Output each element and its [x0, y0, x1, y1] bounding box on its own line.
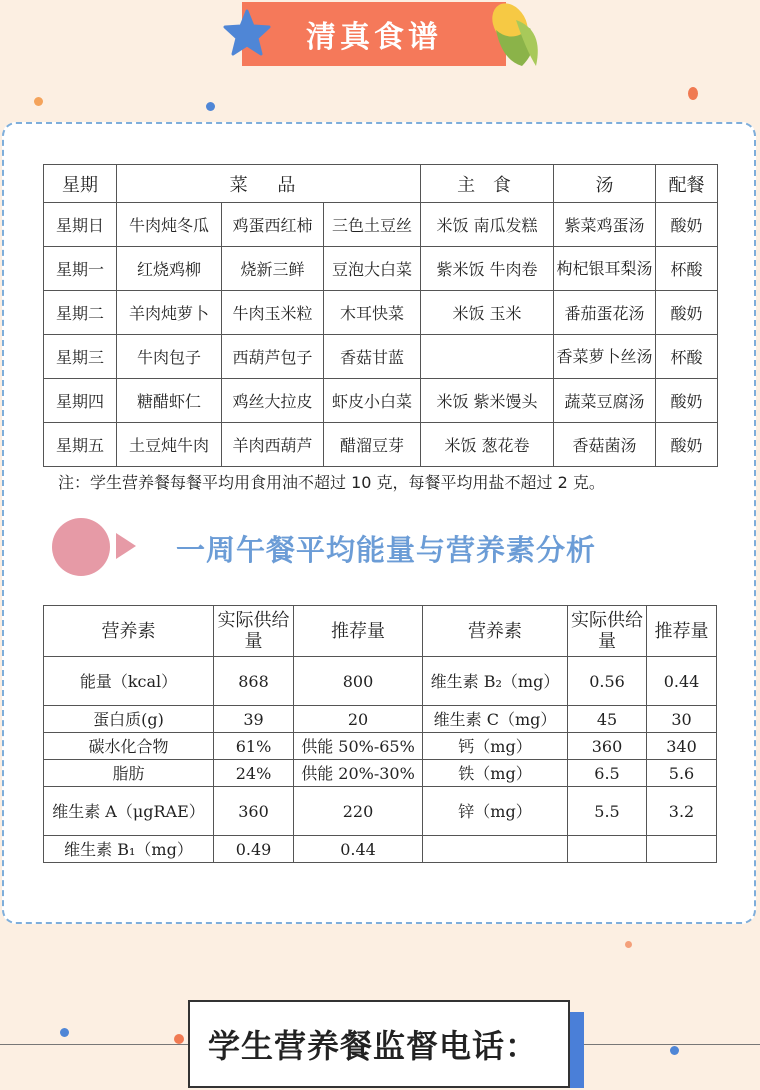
soup-cell: 番茄蛋花汤 — [554, 291, 656, 335]
side-cell: 酸奶 — [656, 423, 718, 467]
soup-cell: 香菇菌汤 — [554, 423, 656, 467]
side-cell: 酸奶 — [656, 379, 718, 423]
header-day: 星期 — [44, 165, 117, 203]
header-dishes: 菜 品 — [117, 165, 421, 203]
value-cell: 360 — [214, 787, 294, 836]
table-row — [44, 247, 718, 291]
table-row — [44, 379, 718, 423]
menu-table — [43, 164, 718, 467]
table-row — [44, 335, 718, 379]
value-cell: 868 — [214, 657, 294, 706]
section-arrow-icon — [116, 533, 136, 559]
value-cell: 0.44 — [294, 836, 423, 863]
staple-cell: 米饭 紫米馒头 — [421, 379, 554, 423]
page-title: 清真食谱 — [242, 2, 506, 66]
day-cell: 星期四 — [44, 379, 117, 423]
nutrition-header-row — [44, 606, 717, 657]
value-cell: 800 — [294, 657, 423, 706]
dish-cell: 豆泡大白菜 — [324, 247, 421, 291]
day-cell: 星期日 — [44, 203, 117, 247]
dish-cell: 三色土豆丝 — [324, 203, 421, 247]
value-cell: 20 — [294, 706, 423, 733]
header-actual: 实际供给量 — [568, 606, 647, 657]
side-cell: 杯酸 — [656, 247, 718, 291]
table-row — [44, 836, 717, 863]
menu-header-row — [44, 165, 718, 203]
dish-cell: 香菇甘蓝 — [324, 335, 421, 379]
staple-cell — [421, 335, 554, 379]
nutrient-cell — [423, 836, 568, 863]
day-cell: 星期五 — [44, 423, 117, 467]
dish-cell: 红烧鸡柳 — [117, 247, 222, 291]
dish-cell: 羊肉炖萝卜 — [117, 291, 222, 335]
value-cell: 30 — [647, 706, 717, 733]
table-row — [44, 291, 718, 335]
value-cell: 340 — [647, 733, 717, 760]
value-cell: 24% — [214, 760, 294, 787]
day-cell: 星期三 — [44, 335, 117, 379]
value-cell: 39 — [214, 706, 294, 733]
value-cell: 6.5 — [568, 760, 647, 787]
dish-cell: 虾皮小白菜 — [324, 379, 421, 423]
value-cell: 5.6 — [647, 760, 717, 787]
staple-cell: 米饭 南瓜发糕 — [421, 203, 554, 247]
footer-hotline-label: 学生营养餐监督电话： — [188, 1000, 570, 1088]
dish-cell: 烧新三鲜 — [222, 247, 324, 291]
header-staple: 主 食 — [421, 165, 554, 203]
nutrient-cell: 钙（mg） — [423, 733, 568, 760]
nutrient-cell: 蛋白质(g) — [44, 706, 214, 733]
value-cell: 220 — [294, 787, 423, 836]
value-cell: 360 — [568, 733, 647, 760]
decor-dot — [625, 941, 632, 948]
table-row — [44, 760, 717, 787]
nutrient-cell: 维生素 C（mg） — [423, 706, 568, 733]
dish-cell: 牛肉炖冬瓜 — [117, 203, 222, 247]
nutrient-cell: 维生素 A（μgRAE） — [44, 787, 214, 836]
table-row — [44, 787, 717, 836]
dish-cell: 牛肉包子 — [117, 335, 222, 379]
table-row — [44, 203, 718, 247]
nutrient-cell: 脂肪 — [44, 760, 214, 787]
nutrition-table — [43, 605, 717, 863]
soup-cell: 香菜萝卜丝汤 — [554, 335, 656, 379]
value-cell: 45 — [568, 706, 647, 733]
dish-cell: 羊肉西葫芦 — [222, 423, 324, 467]
soup-cell: 紫菜鸡蛋汤 — [554, 203, 656, 247]
soup-cell: 蔬菜豆腐汤 — [554, 379, 656, 423]
header-actual: 实际供给量 — [214, 606, 294, 657]
corn-icon — [486, 0, 550, 72]
nutrient-cell: 维生素 B₁（mg） — [44, 836, 214, 863]
table-row — [44, 706, 717, 733]
staple-cell: 米饭 玉米 — [421, 291, 554, 335]
header-soup: 汤 — [554, 165, 656, 203]
side-cell: 酸奶 — [656, 291, 718, 335]
dish-cell: 牛肉玉米粒 — [222, 291, 324, 335]
soup-cell: 枸杞银耳梨汤 — [554, 247, 656, 291]
value-cell: 供能 50%-65% — [294, 733, 423, 760]
nutrient-cell: 能量（kcal） — [44, 657, 214, 706]
value-cell: 0.56 — [568, 657, 647, 706]
nutrient-cell: 锌（mg） — [423, 787, 568, 836]
value-cell: 0.49 — [214, 836, 294, 863]
value-cell: 5.5 — [568, 787, 647, 836]
footer-accent-bar — [570, 1012, 584, 1088]
value-cell: 0.44 — [647, 657, 717, 706]
dish-cell: 土豆炖牛肉 — [117, 423, 222, 467]
header-recommended: 推荐量 — [294, 606, 423, 657]
header-recommended: 推荐量 — [647, 606, 717, 657]
nutrient-cell: 铁（mg） — [423, 760, 568, 787]
day-cell: 星期二 — [44, 291, 117, 335]
staple-cell: 米饭 葱花卷 — [421, 423, 554, 467]
header-side: 配餐 — [656, 165, 718, 203]
side-cell: 杯酸 — [656, 335, 718, 379]
menu-note: 注：学生营养餐每餐平均用食用油不超过 10 克，每餐平均用盐不超过 2 克。 — [58, 473, 605, 492]
star-icon — [222, 8, 272, 58]
dish-cell: 鸡丝大拉皮 — [222, 379, 324, 423]
day-cell: 星期一 — [44, 247, 117, 291]
decor-dot — [670, 1046, 679, 1055]
value-cell: 3.2 — [647, 787, 717, 836]
header-nutrient: 营养素 — [423, 606, 568, 657]
decor-dot — [206, 102, 215, 111]
dish-cell: 鸡蛋西红柿 — [222, 203, 324, 247]
decor-dot — [60, 1028, 69, 1037]
nutrient-cell: 维生素 B₂（mg） — [423, 657, 568, 706]
decor-dot — [174, 1034, 184, 1044]
dish-cell: 西葫芦包子 — [222, 335, 324, 379]
nutrient-cell: 碳水化合物 — [44, 733, 214, 760]
dish-cell: 木耳快菜 — [324, 291, 421, 335]
analysis-title: 一周午餐平均能量与营养素分析 — [176, 533, 597, 567]
value-cell — [647, 836, 717, 863]
decor-dot — [34, 97, 43, 106]
dish-cell: 醋溜豆芽 — [324, 423, 421, 467]
section-circle-icon — [52, 518, 110, 576]
dish-cell: 糖醋虾仁 — [117, 379, 222, 423]
table-row — [44, 733, 717, 760]
header-nutrient: 营养素 — [44, 606, 214, 657]
side-cell: 酸奶 — [656, 203, 718, 247]
table-row — [44, 657, 717, 706]
decor-dot — [688, 87, 698, 100]
value-cell: 61% — [214, 733, 294, 760]
value-cell: 供能 20%-30% — [294, 760, 423, 787]
value-cell — [568, 836, 647, 863]
table-row — [44, 423, 718, 467]
staple-cell: 紫米饭 牛肉卷 — [421, 247, 554, 291]
